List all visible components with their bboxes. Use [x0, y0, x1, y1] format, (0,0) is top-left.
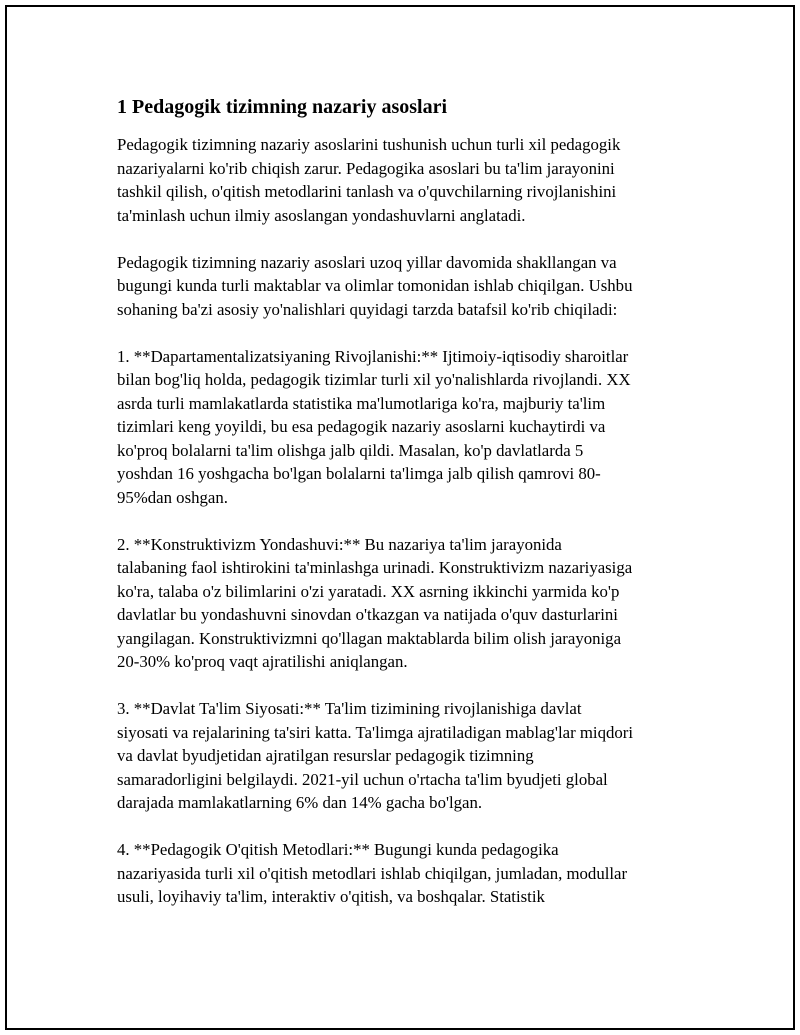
paragraph-line: davlatlar bu yondashuvni sinovdan o'tkazgan va natijada o'quv dasturlarini: [117, 605, 618, 624]
paragraph-line: 95%dan oshgan.: [117, 487, 228, 507]
paragraph-line: yangilagan. Konstruktivizmni qo'llagan maktablarda bilim olish jarayoniga: [117, 628, 622, 648]
paragraph-line: 20-30% ko'proq vaqt ajratilishi aniqlangan.: [117, 652, 408, 671]
paragraph-line: ko'ra, talaba o'z bilimlarini o'zi yaratadi. XX asrning ikkinchi yarmida ko'p: [117, 581, 620, 601]
document-body: [117, 95, 707, 932]
paragraph-line: usuli, loyihaviy ta'lim, interaktiv o'qitish, va boshqalar. Statistik: [117, 887, 545, 906]
section-heading: 1 Pedagogik tizimning nazariy asoslari: [117, 96, 447, 118]
paragraph: [117, 838, 707, 909]
document-page: [5, 5, 795, 1030]
paragraph-line: ta'minlash uchun ilmiy asoslangan yondashuvlarni anglatadi.: [117, 205, 526, 225]
paragraph-line: 4. **Pedagogik O'qitish Metodlari:** Bugungi kunda pedagogika: [117, 840, 559, 859]
paragraph-line: bugungi kunda turli maktablar va olimlar tomonidan ishlab chiqilgan. Ushbu: [117, 276, 633, 295]
paragraph-line: 2. **Konstruktivizm Yondashuvi:** Bu nazariya ta'lim jarayonida: [117, 534, 562, 554]
paragraph-line: Pedagogik tizimning nazariy asoslarini tushunish uchun turli xil pedagogik: [117, 135, 621, 154]
paragraph-line: siyosati va rejalarining ta'siri katta. Ta'limga ajratiladigan mablag'lar miqdori: [117, 722, 633, 742]
paragraph: [117, 345, 707, 510]
paragraph-line: Pedagogik tizimning nazariy asoslari uzoq yillar davomida shakllangan va: [117, 252, 617, 272]
paragraph: [117, 697, 707, 815]
paragraph-line: tashkil qilish, o'qitish metodlarini tanlash va o'quvchilarning rivojlanishini: [117, 182, 617, 201]
paragraph-line: nazariyasida turli xil o'qitish metodlari ishlab chiqilgan, jumladan, modullar: [117, 863, 628, 883]
paragraph: [117, 533, 707, 674]
paragraph-line: ko'proq bolalarni ta'lim olishga jalb qildi. Masalan, ko'p davlatlarda 5: [117, 440, 584, 460]
paragraph-line: samaradorligini belgilaydi. 2021-yil uchun o'rtacha ta'lim byudjeti global: [117, 769, 608, 789]
paragraph-line: yoshdan 16 yoshgacha bo'lgan bolalarni ta'limga jalb qilish qamrovi 80-: [117, 464, 601, 483]
paragraph-line: tizimlari keng yoyildi, bu esa pedagogik nazariy asoslarni kuchaytirdi va: [117, 417, 606, 436]
paragraph-line: nazariyalarni ko'rib chiqish zarur. Pedagogika asoslari bu ta'lim jarayonini: [117, 158, 615, 178]
paragraph-line: sohaning ba'zi asosiy yo'nalishlari quyidagi tarzda batafsil ko'rib chiqiladi:: [117, 299, 618, 319]
paragraph-line: talabaning faol ishtirokini ta'minlashga urinadi. Konstruktivizm nazariyasiga: [117, 558, 633, 577]
paragraph-line: 3. **Davlat Ta'lim Siyosati:** Ta'lim tizimining rivojlanishiga davlat: [117, 699, 582, 718]
paragraph-line: va davlat byudjetidan ajratilgan resurslar pedagogik tizimning: [117, 746, 534, 765]
paragraph-line: darajada mamlakatlarning 6% dan 14% gacha bo'lgan.: [117, 793, 483, 812]
paragraph: [117, 133, 707, 227]
paragraph-line: 1. **Dapartamentalizatsiyaning Rivojlanishi:** Ijtimoiy-iqtisodiy sharoitlar: [117, 346, 629, 366]
paragraph-list: [117, 133, 707, 909]
paragraph-line: asrda turli mamlakatlarda statistika ma'lumotlariga ko'ra, majburiy ta'lim: [117, 393, 606, 413]
paragraph: [117, 251, 707, 322]
paragraph-line: bilan bog'liq holda, pedagogik tizimlar turli xil yo'nalishlarda rivojlandi. XX: [117, 370, 631, 389]
